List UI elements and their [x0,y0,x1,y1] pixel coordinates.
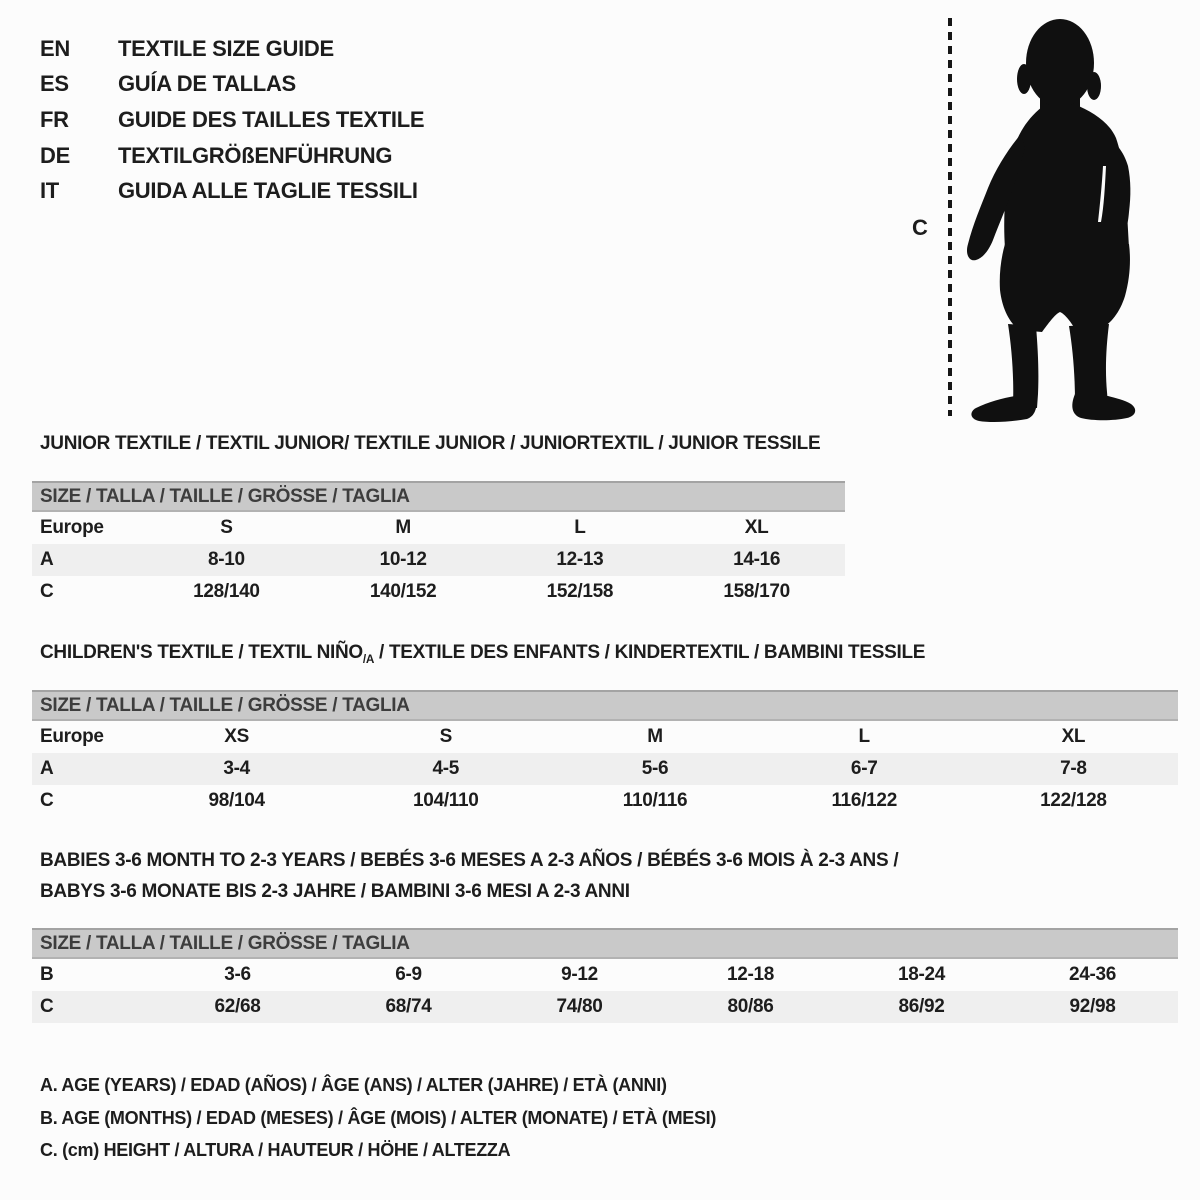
cell: M [395,517,411,538]
cell: 5-6 [641,758,669,779]
babies-title-line1: BABIES 3-6 MONTH TO 2-3 YEARS / BEBÉS 3-6 MESES A 2-3 AÑOS / BÉBÉS 3-6 MOIS À 2-3 ANS / [40,850,899,871]
lang-label: GUIDE DES TAILLES TEXTILE [118,106,425,132]
cell: 92/98 [1069,996,1116,1017]
cell: 9-12 [561,964,598,985]
cell: L [858,726,870,747]
cell: 3-4 [223,758,250,779]
legend-line-c: C. (cm) HEIGHT / ALTURA / HAUTEUR / HÖHE / ALTEZZA [40,1140,511,1160]
row-label: A [40,549,54,570]
cell: 68/74 [385,996,432,1017]
lang-label: TEXTILE SIZE GUIDE [118,35,334,61]
children-section-title [40,642,925,666]
cell: 62/68 [214,996,261,1017]
lang-label: GUIDA ALLE TAGLIE TESSILI [118,178,418,204]
cell: XL [1061,726,1086,747]
cell: M [647,726,663,747]
cell: 158/170 [723,581,790,602]
cell: 12-13 [556,549,604,570]
cell: 74/80 [556,996,603,1017]
cell: 6-9 [395,964,422,985]
lang-row-de [40,138,424,174]
cell: 18-24 [897,964,946,985]
cell: S [439,726,452,747]
cell: 98/104 [208,790,265,811]
height-measure-dashed-line [948,18,952,416]
lang-label: TEXTILGRÖßENFÜHRUNG [118,142,393,168]
legend-line-b: B. AGE (MONTHS) / EDAD (MESES) / ÂGE (MOIS) / ALTER (MONATE) / ETÀ (MESI) [40,1107,717,1128]
table-row-europe [32,512,845,544]
cell: 3-6 [224,964,251,985]
children-title-sub: /A [362,652,375,666]
table-row-height [32,785,1178,817]
cell: 152/158 [546,581,614,602]
cell: 140/152 [369,581,437,602]
lang-row-fr [40,102,424,138]
row-label: Europe [40,517,104,538]
cell: 80/86 [727,996,774,1017]
cell: XS [224,726,249,747]
cell: 110/116 [622,790,688,811]
cell: 14-16 [733,549,781,570]
size-header-row: SIZE / TALLA / TAILLE / GRÖSSE / TAGLIA [32,481,845,512]
cell: 12-18 [726,964,775,985]
cell: 104/110 [413,790,479,811]
table-row-europe [32,721,1178,753]
babies-size-table [32,928,1178,1023]
junior-title-text: JUNIOR TEXTILE / TEXTIL JUNIOR/ TEXTILE JUNIOR / JUNIORTEXTIL / JUNIOR TESSILE [40,433,821,454]
language-title-list [40,31,424,209]
babies-title-line2: BABYS 3-6 MONATE BIS 2-3 JAHRE / BAMBINI 3-6 MESI A 2-3 ANNI [40,881,630,902]
children-title-pre: CHILDREN'S TEXTILE / TEXTIL NIÑO [40,642,363,663]
measure-legend [40,1069,716,1167]
cell: 122/128 [1040,790,1107,811]
table-row-age [32,544,845,576]
table-row-age-months [32,959,1178,991]
lang-label: GUÍA DE TALLAS [118,71,296,97]
children-size-table [32,690,1178,817]
lang-row-en [40,31,424,67]
cell: 6-7 [850,758,878,779]
lang-code: IT [40,178,59,204]
cell: 8-10 [207,549,245,570]
height-measure-label: C [912,215,928,240]
cell: 128/140 [193,581,260,602]
row-label: B [40,964,54,985]
cell: 86/92 [898,996,945,1017]
table-row-height [32,991,1178,1023]
size-header-row: SIZE / TALLA / TAILLE / GRÖSSE / TAGLIA [32,690,1178,721]
children-title-post: / TEXTILE DES ENFANTS / KINDERTEXTIL / BAMBINI TESSILE [374,642,926,663]
lang-code: EN [40,35,70,61]
row-label: C [40,996,54,1017]
junior-section-title [40,433,820,455]
lang-code: FR [40,106,69,132]
row-label: Europe [40,726,104,747]
babies-section-title [40,845,898,907]
cell: 7-8 [1060,758,1087,779]
lang-code: DE [40,142,70,168]
cell: 116/122 [831,790,897,811]
row-label: A [40,758,54,779]
cell: 4-5 [432,758,460,779]
cell: 10-12 [379,549,427,570]
junior-size-table [32,481,845,608]
row-label: C [40,581,54,602]
legend-line-a: A. AGE (YEARS) / EDAD (AÑOS) / ÂGE (ANS) / ALTER (JAHRE) / ETÀ (ANNI) [40,1075,667,1095]
cell: 24-36 [1068,964,1117,985]
table-row-age [32,753,1178,785]
lang-code: ES [40,71,69,97]
table-row-height [32,576,845,608]
cell: XL [744,517,769,538]
cell: L [574,517,586,538]
lang-row-it [40,173,424,209]
row-label: C [40,790,54,811]
lang-row-es [40,67,424,103]
size-header-row: SIZE / TALLA / TAILLE / GRÖSSE / TAGLIA [32,928,1178,959]
cell: S [220,517,233,538]
toddler-silhouette-icon [963,16,1145,426]
